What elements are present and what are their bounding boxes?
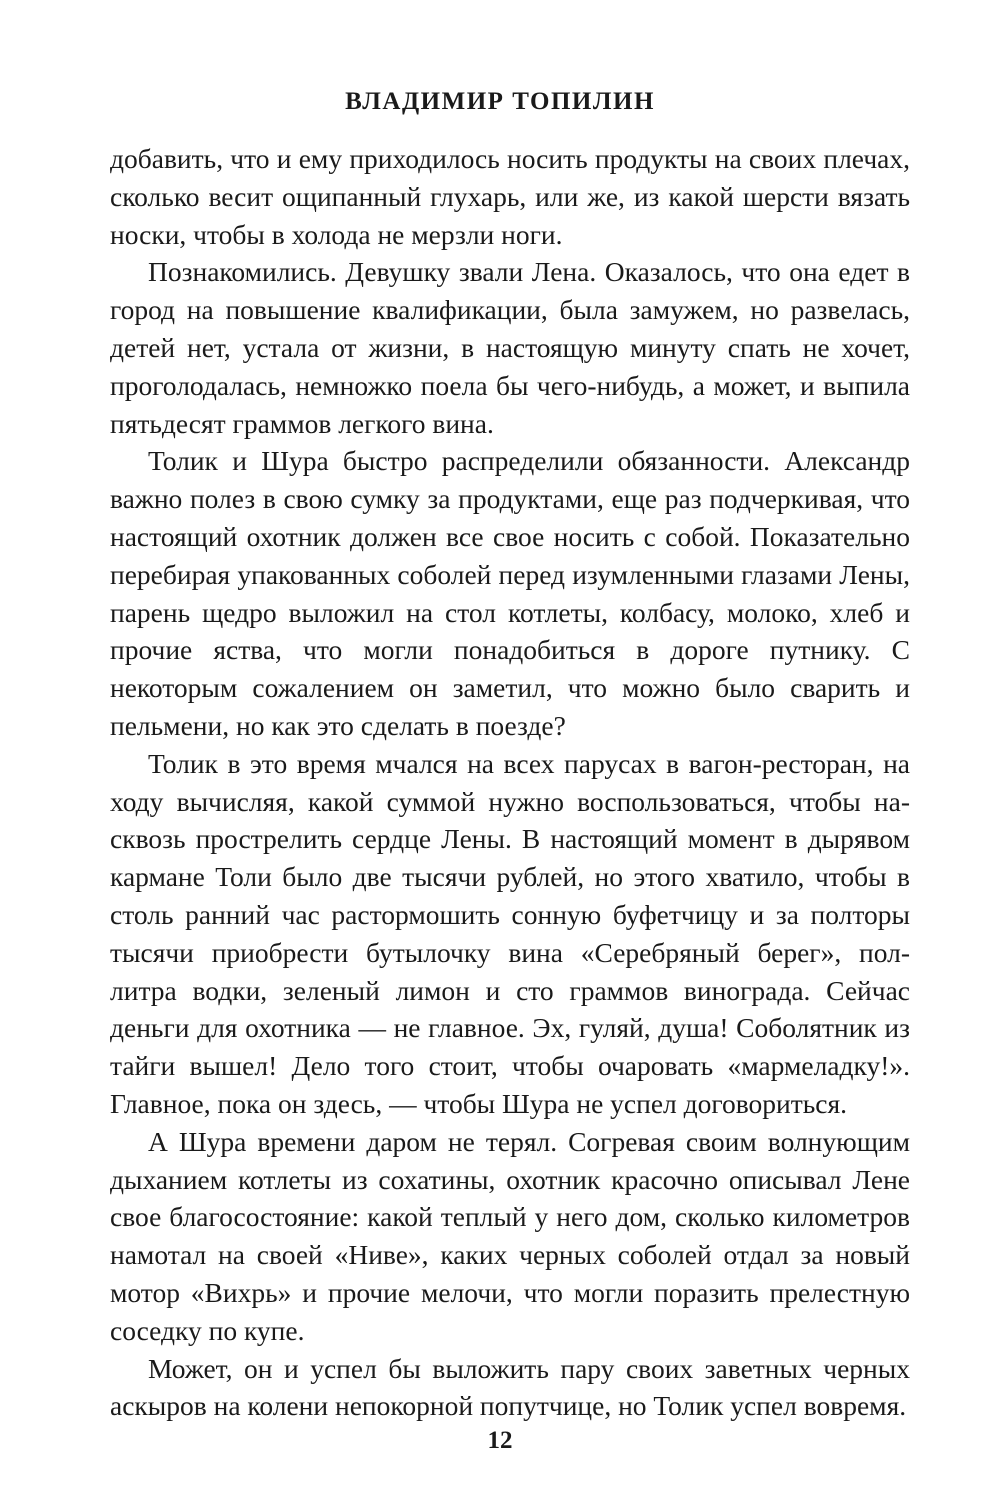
paragraph: Толик в это время мчался на всех парусах в вагон-ресторан, на ходу вычисляя, какой суммой нужно воспользоваться, чтобы насквозь прострелить сердце Лены. В настоящий момент в дырявом кармане Толи было две тысячи рублей, но этого хватило, чтобы в столь ранний час растормошить сонную буфетчицу и за полторы тысячи приобрести бутылочку вина «Серебряный берег», пол-литра водки, зеленый лимон и сто граммов винограда. Сейчас деньги для охотника — не главное. Эх, гуляй, душа! Соболятник из тайги вышел! Дело того стоит, чтобы очаровать «мармеладку!». Главное, пока он здесь, — чтобы Шура не успел договориться. bbox=[110, 747, 910, 1119]
paragraph-continued: добавить, что и ему приходилось носить продукты на своих плечах, сколько весит ощипанный глухарь, или же, из какой шерсти вязать носки, чтобы в холода не мерзли ноги. bbox=[110, 143, 910, 250]
paragraph: Познакомились. Девушку звали Лена. Оказалось, что она едет в город на повышение квалификации, была замужем, но развелась, детей нет, устала от жизни, в настоящую минуту спать не хочет, проголодалась, немножко поела бы чего-нибудь, а может, и выпила пятьдесят граммов легкого вина. bbox=[110, 256, 910, 439]
body-text bbox=[110, 140, 910, 1425]
paragraph: Толик и Шура быстро распределили обязанности. Александр важно полез в свою сумку за продуктами, еще раз подчеркивая, что настоящий охотник должен все свое носить с собой. Показательно перебирая упакованных соболей перед изумленными глазами Лены, парень щедро выложил на стол котлеты, колбасу, молоко, хлеб и прочие яства, что могли понадобиться в дороге путнику. С некоторым сожалением он заметил, что можно было сварить и пельмени, но как это сделать в поезде? bbox=[110, 445, 910, 741]
paragraph: Может, он и успел бы выложить пару своих заветных черных аскыров на колени непокорной попутчице, но Толик успел вовремя. bbox=[110, 1352, 910, 1422]
page-number: 12 bbox=[487, 1427, 513, 1454]
running-head-author: ВЛАДИМИР ТОПИЛИН bbox=[345, 88, 655, 115]
paragraph: А Шура времени даром не терял. Согревая своим волнующим дыханием котлеты из сохатины, охотник красочно описывал Лене свое благосостояние: какой теплый у него дом, сколько километров намотал на своей «Ниве», каких черных соболей отдал за новый мотор «Вихрь» и прочие мелочи, что могли поразить прелестную соседку по купе. bbox=[110, 1125, 910, 1346]
